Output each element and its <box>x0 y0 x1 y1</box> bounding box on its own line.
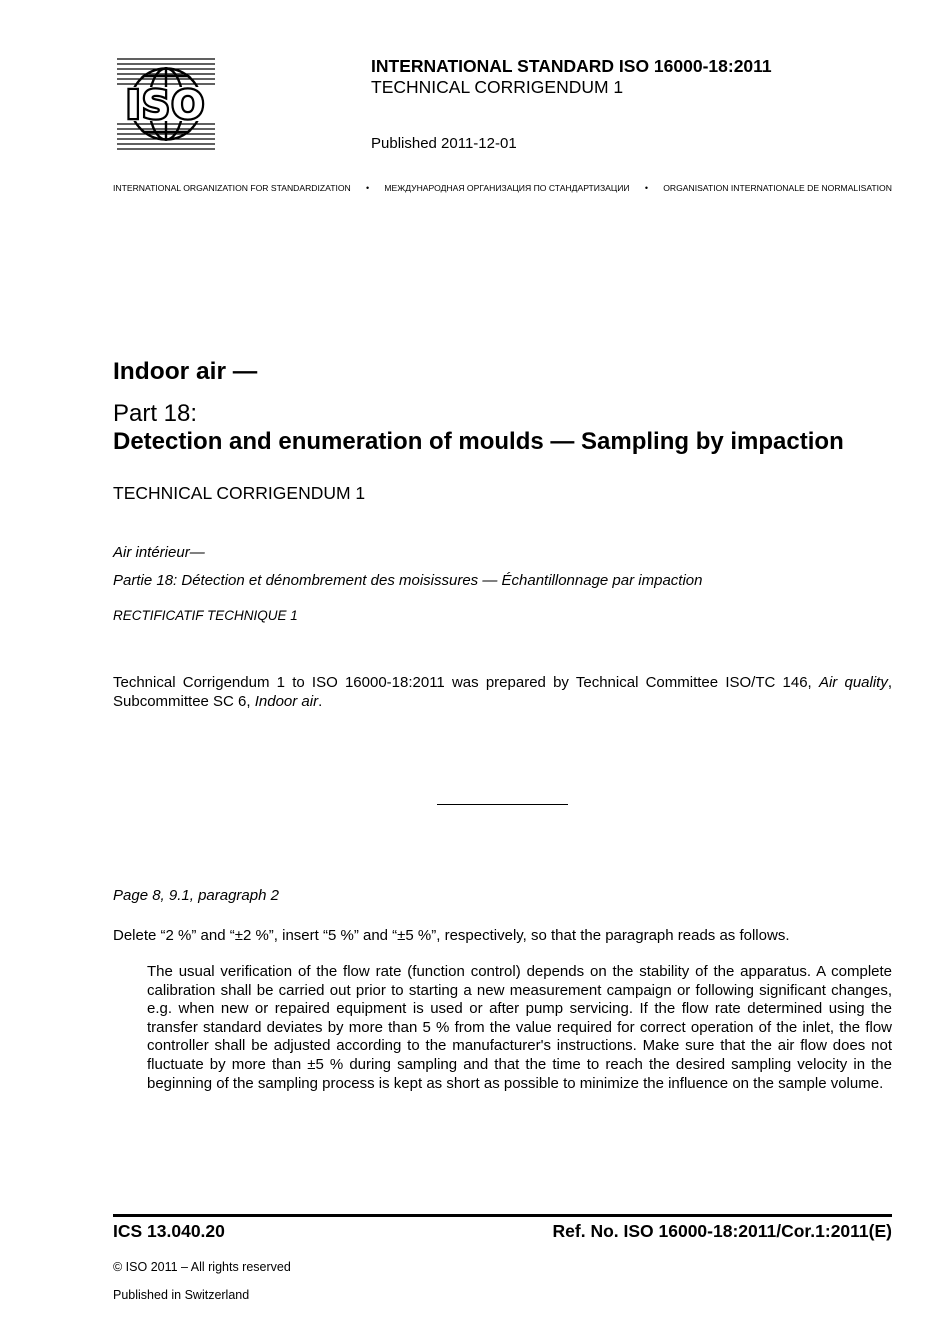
french-part-title: Partie 18: Détection et dénombrement des moisissures — Échantillonnage par impaction <box>113 572 703 589</box>
french-title: Air intérieur— <box>113 544 205 561</box>
standard-title: INTERNATIONAL STANDARD ISO 16000-18:2011 <box>371 56 772 76</box>
section-divider <box>437 804 568 805</box>
document-subtitle: Detection and enumeration of moulds — Sampling by impaction <box>113 428 844 455</box>
part-number: Part 18: <box>113 400 198 427</box>
copyright-notice: © ISO 2011 – All rights reserved <box>113 1260 291 1274</box>
foreword-paragraph <box>113 673 892 711</box>
ics-code: ICS 13.040.20 <box>113 1221 225 1241</box>
organization-line <box>113 183 892 193</box>
french-corrigendum: RECTIFICATIF TECHNIQUE 1 <box>113 608 298 623</box>
org-name-english: INTERNATIONAL ORGANIZATION FOR STANDARDIZATION <box>113 183 351 193</box>
committee-name: Air quality <box>818 674 888 691</box>
separator-bullet: • <box>644 183 648 193</box>
logo-text: ISO <box>126 83 206 127</box>
reference-number: Ref. No. ISO 16000-18:2011/Cor.1:2011(E) <box>552 1221 892 1241</box>
correction-instruction: Delete “2 %” and “±2 %”, insert “5 %” and “±5 %”, respectively, so that the paragraph reads as follows. <box>113 927 790 944</box>
footer-rule <box>113 1214 892 1217</box>
published-date: Published 2011-12-01 <box>371 135 517 152</box>
corrigendum-label: TECHNICAL CORRIGENDUM 1 <box>371 77 624 97</box>
iso-logo <box>117 57 215 151</box>
foreword-prefix: Technical Corrigendum 1 to ISO 16000-18:2011 was prepared by Technical Committee ISO/TC 146, <box>113 674 819 691</box>
replacement-paragraph: The usual verification of the flow rate (function control) depends on the stability of the apparatus. A complete calibration shall be carried out prior to starting a new measurement campaign or following significant changes, e.g. when new or repaired equipment is used or after pump servicing. If the flow rate determined using the transfer standard deviates by more than 5 % from the value required for correct operation of the inlet, the flow controller shall be adjusted according to the manufacturer's instructions. Make sure that the air flow does not fluctuate by more than ±5 % during sampling and that the time to reach the desired sampling velocity in the beginning of the sampling process is kept as short as possible to minimize the influence on the sample volume. <box>147 963 892 1092</box>
foreword-middle: , Subcommittee SC 6, <box>113 674 893 710</box>
subcommittee-name: Indoor air <box>254 693 319 710</box>
correction-location: Page 8, 9.1, paragraph 2 <box>113 887 279 904</box>
corrigendum-heading: TECHNICAL CORRIGENDUM 1 <box>113 483 366 503</box>
org-name-french: ORGANISATION INTERNATIONALE DE NORMALISATION <box>663 183 892 193</box>
foreword-suffix: . <box>318 693 323 710</box>
document-title: Indoor air — <box>113 358 258 385</box>
published-in: Published in Switzerland <box>113 1288 250 1302</box>
separator-bullet: • <box>366 183 370 193</box>
org-name-russian: МЕЖДУНАРОДНАЯ ОРГАНИЗАЦИЯ ПО СТАНДАРТИЗАЦИИ <box>384 183 630 193</box>
